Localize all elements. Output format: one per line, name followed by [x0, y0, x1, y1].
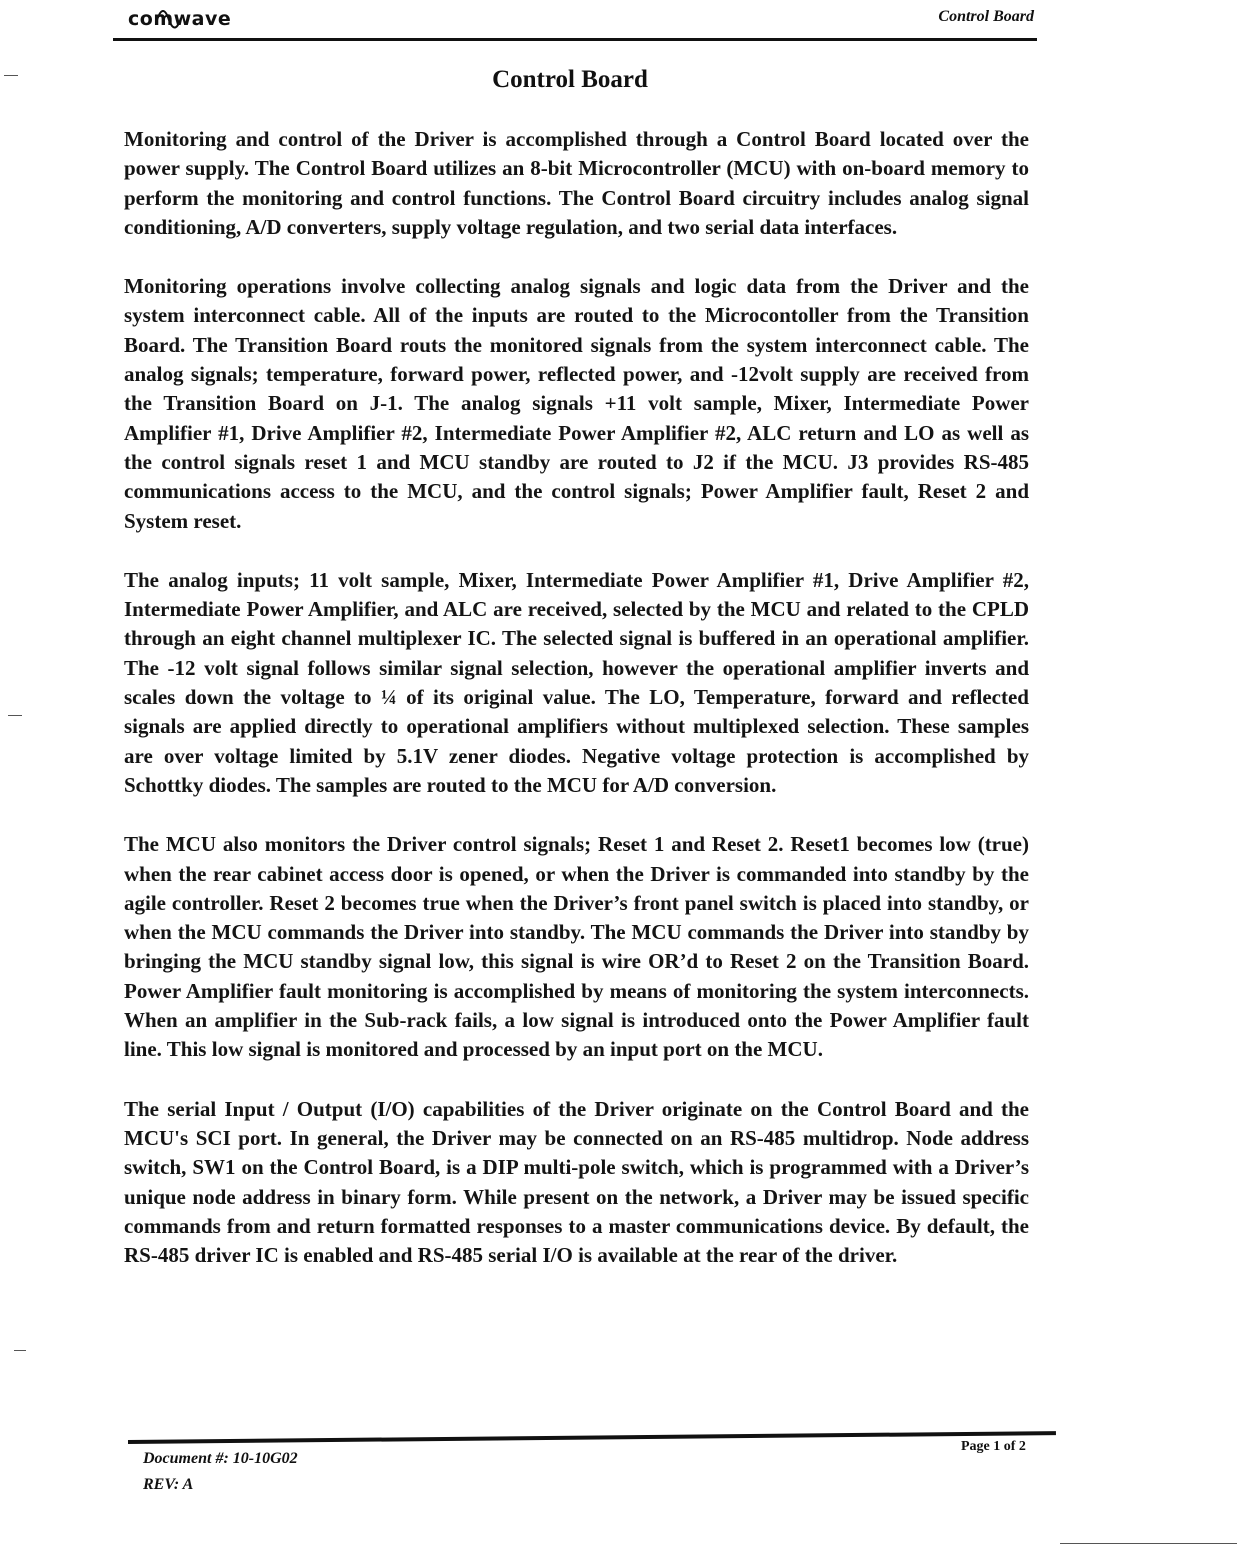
page-title: Control Board	[492, 66, 648, 93]
document-number: Document #: 10-10G02	[143, 1450, 298, 1467]
scan-mark	[4, 75, 18, 76]
scan-mark	[8, 715, 22, 716]
header-rule	[113, 38, 1037, 41]
scan-mark	[1060, 1543, 1237, 1544]
header-section-title: Control Board	[938, 8, 1034, 25]
paragraph-overview: Monitoring and control of the Driver is accomplished through a Control Board located over the power supply. The Control Board utilizes an 8-bit Microcontroller (MCU) with on-board memory to perform the monitoring and control functions. The Control Board circuitry includes analog signal conditioning, A/D converters, supply voltage regulation, and two serial data interfaces.	[124, 127, 1029, 239]
company-logo	[128, 6, 278, 32]
paragraph-monitoring-operations: Monitoring operations involve collecting analog signals and logic data from the Driver and the system interconnect cable. All of the inputs are routed to the Microcontoller from the Transition Board. The Transition Board routs the monitored signals from the system interconnect cable. The analog signals; temperature, forward power, reflected power, and -12volt supply are received from the Transition Board on J-1. The analog signals +11 volt sample, Mixer, Intermediate Power Amplifier #1, Drive Amplifier #2, Intermediate Power Amplifier #2, ALC return and LO as well as the control signals reset 1 and MCU standby are routed to J2 if the MCU. J3 provides RS-485 communications access to the MCU, and the control signals; Power Amplifier fault, Reset 2 and System reset.	[124, 274, 1029, 533]
paragraph-control-signals: The MCU also monitors the Driver control signals; Reset 1 and Reset 2. Reset1 becomes low (true) when the rear cabinet access door is opened, or when the Driver is commanded into standby by the agile controller. Reset 2 becomes true when the Driver’s front panel switch is placed into standby, or when the MCU commands the Driver into standby. The MCU commands the Driver into standby by bringing the MCU standby signal low, this signal is wire OR’d to Reset 2 on the Transition Board. Power Amplifier fault monitoring is accomplished by means of monitoring the system interconnects. When an amplifier in the Sub-rack fails, a low signal is introduced onto the Power Amplifier fault line. This low signal is monitored and processed by an input port on the MCU.	[124, 832, 1029, 1062]
page-number: Page 1 of 2	[961, 1439, 1026, 1454]
logo-text: comwave	[128, 8, 232, 30]
paragraph-analog-inputs: The analog inputs; 11 volt sample, Mixer, Intermediate Power Amplifier #1, Drive Amplifier #2, Intermediate Power Amplifier, and ALC are received, selected by the MCU and related to the CPLD through an eight channel multiplexer IC. The selected signal is buffered in an operational amplifier. The -12 volt signal follows similar signal selection, however the operational amplifier inverts and scales down the voltage to ¼ of its original value. The LO, Temperature, forward and reflected signals are applied directly to operational amplifiers without multiplexed selection. These samples are over voltage limited by 5.1V zener diodes. Negative voltage protection is accomplished by Schottky diodes. The samples are routed to the MCU for A/D conversion.	[124, 567, 1029, 797]
scan-mark	[14, 1350, 26, 1351]
logo-wave-icon	[154, 4, 184, 34]
document-body	[124, 125, 1029, 1300]
revision: REV: A	[143, 1476, 194, 1493]
footer-rule	[128, 1431, 1056, 1444]
paragraph-serial-io: The serial Input / Output (I/O) capabilities of the Driver originate on the Control Board and the MCU's SCI port. In general, the Driver may be connected on an RS-485 multidrop. Node address switch, SW1 on the Control Board, is a DIP multi-pole switch, which is programmed with a Driver’s unique node address in binary form. While present on the network, a Driver may be issued specific commands from and return formatted responses to a master communications device. By default, the RS-485 driver IC is enabled and RS-485 serial I/O is available at the rear of the driver.	[124, 1096, 1029, 1268]
